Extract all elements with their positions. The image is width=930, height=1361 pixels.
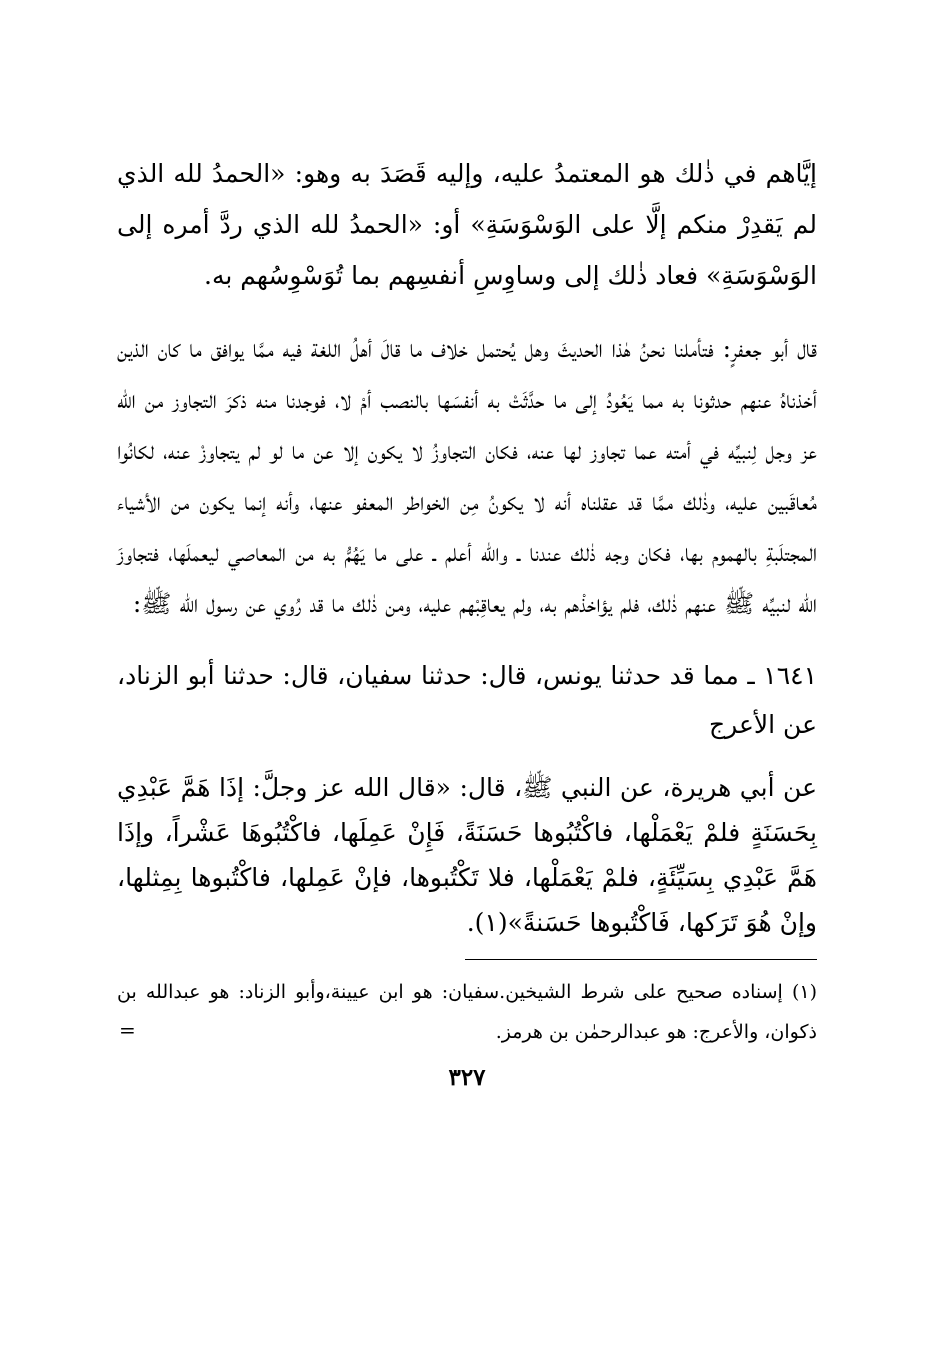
footnote-continuation-mark: = bbox=[119, 1018, 136, 1042]
paragraph-commentary-intro: إيَّاهم في ذٰلك هو المعتمدُ عليه، وإليه قَصَدَ به وهو: «الحمدُ لله الذي لم يَقدِرْ منكم إلَّا على الوَسْوَسَةِ» أو: «الحمدُ لله الذي ردَّ أمره إلى الوَسْوَسَةِ» فعاد ذٰلك إلى وساوِسِ أنفسِهم بما تُوَسْوِسُهم به. bbox=[117, 159, 817, 290]
paragraph-hadith-text: عن أبي هريرة، عن النبي ﷺ، قال: «قال الله عز وجلَّ: إذَا هَمَّ عَبْدِي بِحَسَنَةٍ فلمْ يَعْمَلْها، فاكْتُبُوها حَسَنَةً، فَإِنْ عَمِلَها، فاكْتُبُوهَا عَشْراً، وإذَا هَمَّ عَبْدِي بِسَيِّئَةٍ، فلمْ يَعْمَلْها، فلا تَكْتُبوها، فإنْ عَمِلها، فاكْتُبوها بِمِثلها، وإنْ هُوَ تَرَكها، فَاكْتُبوها حَسَنةً»(١). bbox=[117, 773, 817, 937]
paragraph-abu-jafar: قال أبو جعفرٍ: فتأملنا نحنُ هٰذا الحديثَ وهل يُحتمل خلاف ما قالَ أهلُ اللغة فيه ممَّا يوافق ما كان الذين أخذناهُ عنهم حدثونا به مما يَعُودُ إلى ما حدَّثَتْ به أنفسَها بالنصب أمْ لا، فوجدنا منه ذكرَ التجاوز من الله عز وجل لِنبيِّه في أمته عما تجاوز لها عنه، فكان التجاوزُ لا يكون إلا عن ما لو لم يتجاوزْ عنه، لكانُوا مُعاقَبين عليه، وذٰلك ممَّا قد عقلناه أنه لا يكونُ مِن الخواطر المعفو عنها، وأنه إنما يكون من الأشياء المجتلَبةِ بالهموم بها، فكان وجه ذٰلك عندنا ـ والله أعلم ـ على ما يَهُمُّ به من المعاصي ليعملَها، فتجاوزَ الله لنبيِّه ﷺ عنهم ذٰلك، فلم يؤاخذْهم به، ولم يعاقِبْهم عليه، ومن ذٰلك ما قد رُوي عن رسول الله ﷺ: bbox=[117, 334, 817, 618]
book-page bbox=[117, 148, 817, 1268]
footnote-divider bbox=[465, 959, 817, 960]
footnote-text: (١) إسناده صحيح على شرط الشيخين.سفيان: هو ابن عيينة،وأبو الزناد: هو عبدالله بن ذكوان، والأعرج: هو عبدالرحمٰن بن هرمز. bbox=[117, 981, 817, 1043]
footnote bbox=[117, 972, 817, 1052]
paragraph-hadith-isnad: ١٦٤١ ـ مما قد حدثنا يونس، قال: حدثنا سفيان، قال: حدثنا أبو الزناد، عن الأعرج bbox=[117, 661, 817, 739]
page-number: ٣٢٧ bbox=[448, 1064, 486, 1091]
